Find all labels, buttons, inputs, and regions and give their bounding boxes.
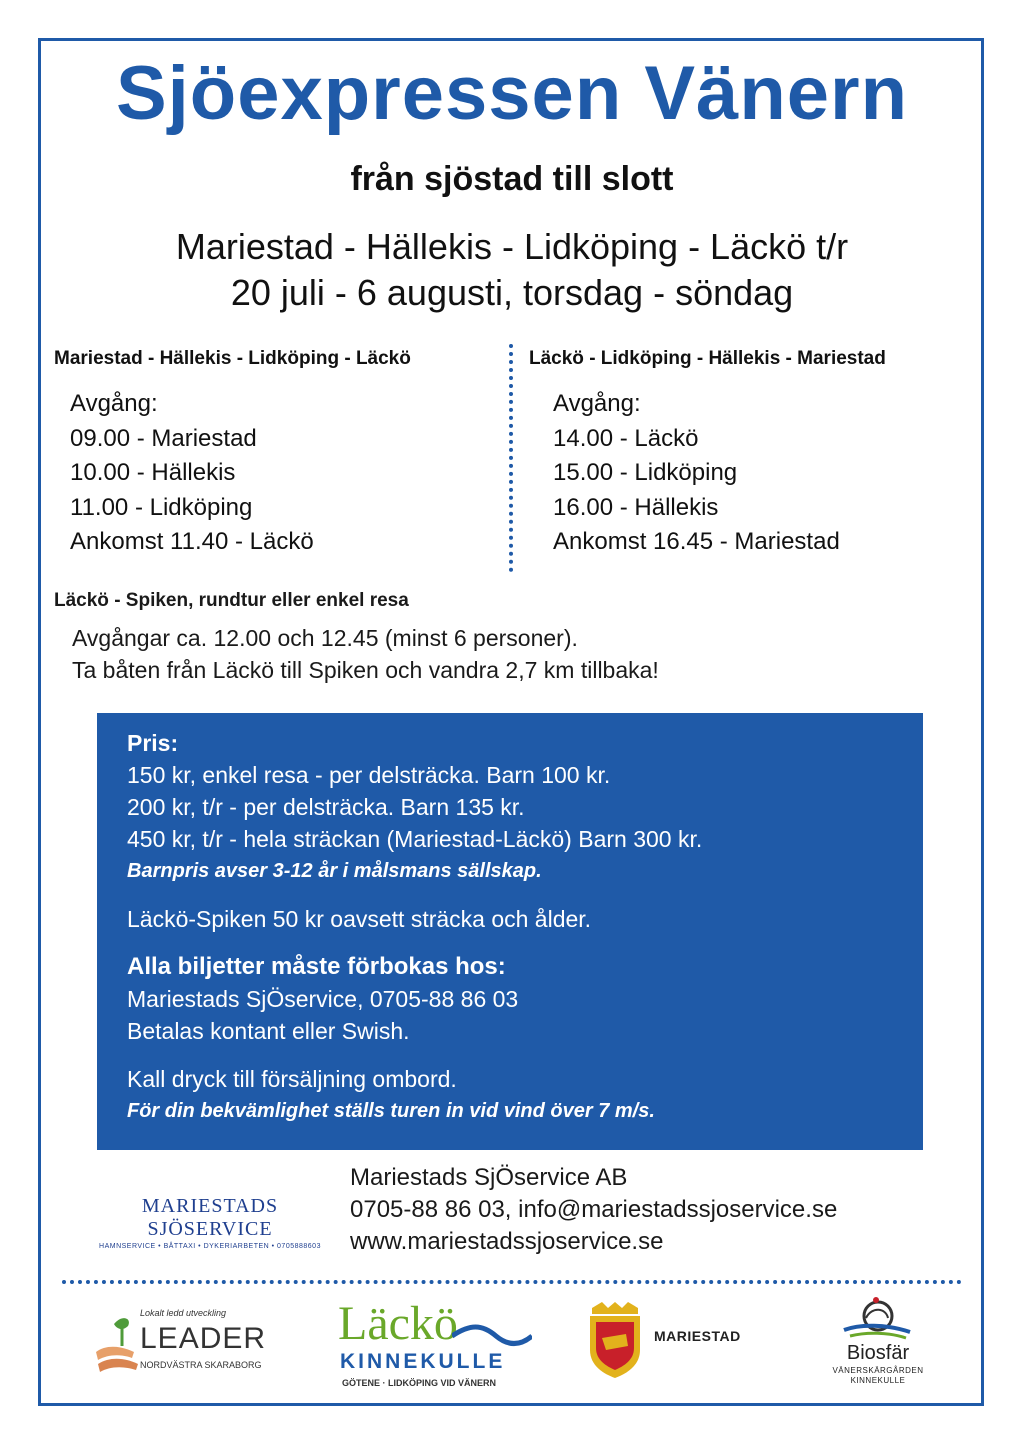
schedule-line: 14.00 - Läckö xyxy=(553,424,699,452)
schedule-out-heading: Mariestad - Hällekis - Lidköping - Läckö xyxy=(54,348,411,369)
mariestad-crest-icon xyxy=(586,1300,644,1378)
biosfar-emblem-icon xyxy=(836,1296,916,1342)
schedule-line: Ankomst 11.40 - Läckö xyxy=(70,528,314,555)
lacko-sub2: GÖTENE · LIDKÖPING VID VÄNERN xyxy=(342,1378,497,1388)
spiken-heading: Läckö - Spiken, rundtur eller enkel resa xyxy=(54,590,409,611)
price-line: 450 kr, t/r - hela sträckan (Mariestad-Läckö) Barn 300 kr. xyxy=(127,826,703,852)
booking-contact: Mariestads SjÖservice, 0705-88 86 03 xyxy=(127,986,519,1012)
mariestads-sjoservice-logo xyxy=(90,1195,330,1250)
footer-divider xyxy=(62,1280,962,1284)
leader-sub: NORDVÄSTRA SKARABORG xyxy=(140,1360,262,1370)
ms-logo-name: MARIESTADS SJÖSERVICE xyxy=(141,1195,279,1240)
price-line: 150 kr, enkel resa - per delsträcka. Barn 100 kr. xyxy=(127,762,611,788)
mariestad-name: MARIESTAD xyxy=(654,1328,741,1344)
column-divider xyxy=(509,344,513,572)
ms-logo-sub: HAMNSERVICE • BÅTTAXI • DYKERIARBETEN • 0705888603 xyxy=(99,1243,321,1250)
schedule-out-list xyxy=(70,387,314,560)
schedule-line: Ankomst 16.45 - Mariestad xyxy=(553,528,840,555)
biosfar-sub: VÄNERSKÄRGÅRDEN xyxy=(832,1366,924,1375)
lacko-kinnekulle-logo xyxy=(334,1297,534,1395)
dates-line: 20 juli - 6 augusti, torsdag - söndag xyxy=(230,272,794,313)
schedule-line: 15.00 - Lidköping xyxy=(553,459,738,486)
leader-logo xyxy=(92,1308,282,1380)
schedule-back-list xyxy=(553,387,840,560)
leader-tagline: Lokalt ledd utveckling xyxy=(140,1308,227,1318)
mariestad-logo xyxy=(586,1300,766,1380)
lacko-sub: KINNEKULLE xyxy=(340,1350,506,1373)
price-box xyxy=(97,713,923,1150)
contact-block xyxy=(350,1162,837,1258)
biosfar-sub2: KINNEKULLE xyxy=(850,1376,906,1385)
schedule-back-heading: Läckö - Lidköping - Hällekis - Mariestad xyxy=(529,348,886,369)
schedule-line: 09.00 - Mariestad xyxy=(70,424,257,452)
schedule-line: 10.00 - Hällekis xyxy=(70,459,236,486)
schedule-line: Avgång: xyxy=(553,390,641,417)
spiken-line: Avgångar ca. 12.00 och 12.45 (minst 6 personer). xyxy=(72,625,578,651)
spiken-price: Läckö-Spiken 50 kr oavsett sträcka och ålder. xyxy=(127,906,592,932)
route-line: Mariestad - Hällekis - Lidköping - Läckö t/r xyxy=(175,226,849,267)
wind-note: För din bekvämlighet ställs turen in vid vind över 7 m/s. xyxy=(127,1100,655,1122)
child-price-note: Barnpris avser 3-12 år i målsmans sällskap. xyxy=(127,860,542,882)
page-title: Sjöexpressen Vänern xyxy=(115,51,909,136)
biosfar-logo xyxy=(808,1296,948,1392)
lacko-wave-icon xyxy=(452,1322,532,1352)
biosfar-name: Biosfär xyxy=(846,1342,910,1364)
price-line: 200 kr, t/r - per delsträcka. Barn 135 kr. xyxy=(127,794,525,820)
schedule-line: Avgång: xyxy=(70,390,158,417)
leader-name: LEADER xyxy=(140,1322,267,1355)
lacko-name: Läckö xyxy=(338,1297,458,1350)
page-subtitle: från sjöstad till slott xyxy=(350,160,674,198)
schedule-line: 16.00 - Hällekis xyxy=(553,493,719,521)
contact-web[interactable]: www.mariestadssjoservice.se xyxy=(350,1228,664,1255)
contact-company: Mariestads SjÖservice AB xyxy=(350,1164,628,1191)
price-heading: Pris: xyxy=(127,730,179,756)
contact-phone-email[interactable]: 0705-88 86 03, info@mariestadssjoservice.se xyxy=(350,1196,838,1223)
drinks-info: Kall dryck till försäljning ombord. xyxy=(127,1066,457,1092)
spiken-line: Ta båten från Läckö till Spiken och vandra 2,7 km tillbaka! xyxy=(72,657,659,683)
payment-info: Betalas kontant eller Swish. xyxy=(127,1018,410,1044)
booking-heading: Alla biljetter måste förbokas hos: xyxy=(127,953,506,980)
spiken-text xyxy=(72,622,659,686)
schedule-line: 11.00 - Lidköping xyxy=(70,493,253,521)
